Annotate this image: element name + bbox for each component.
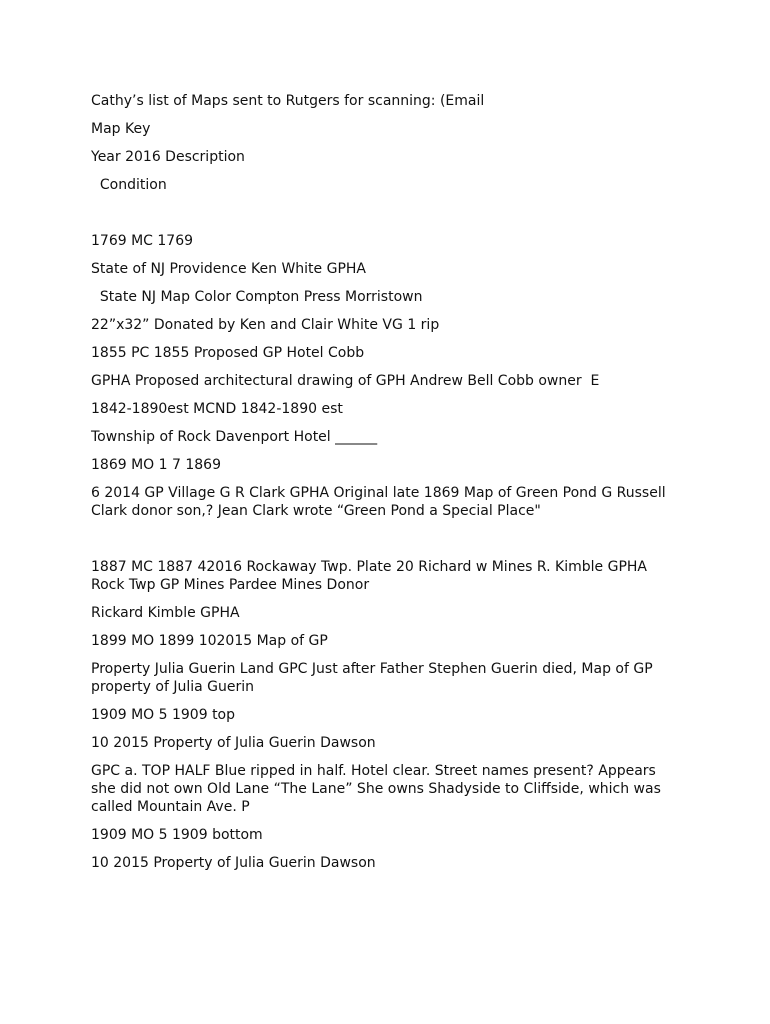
text-line: 6 2014 GP Village G R Clark GPHA Original late 1869 Map of Green Pond G Russell Clark donor son,? Jean Clark wrote “Green Pond a Special Place" [91,485,671,519]
blank-line [91,204,671,222]
text-line: 1909 MO 5 1909 bottom [91,827,263,843]
text-line: State of NJ Providence Ken White GPHA [91,261,366,277]
text-line: State NJ Map Color Compton Press Morristown [91,289,423,305]
text-line: 1887 MC 1887 42016 Rockaway Twp. Plate 20 Richard w Mines R. Kimble GPHA Rock Twp GP Mines Pardee Mines Donor [91,559,652,593]
text-line: 10 2015 Property of Julia Guerin Dawson [91,735,376,751]
text-line: 22”x32” Donated by Ken and Clair White VG 1 rip [91,317,440,333]
text-line: 1842-1890est MCND 1842-1890 est [91,401,343,417]
document-body [91,92,671,882]
text-line: 1769 MC 1769 [91,233,194,249]
text-line: GPHA Proposed architectural drawing of GPH Andrew Bell Cobb owner E [91,373,600,389]
text-line: Property Julia Guerin Land GPC Just after Father Stephen Guerin died, Map of GP property of Julia Guerin [91,661,658,695]
text-line: Condition [91,177,167,193]
blank-line [91,530,671,548]
text-line: Year 2016 Description [91,149,245,165]
text-line: Rickard Kimble GPHA [91,605,240,621]
text-line: 1909 MO 5 1909 top [91,707,236,723]
text-line: 1899 MO 1899 102015 Map of GP [91,633,328,649]
text-line: 1869 MO 1 7 1869 [91,457,221,473]
text-line: GPC a. TOP HALF Blue ripped in half. Hotel clear. Street names present? Appears she did not own Old Lane “The Lane” She owns Shadyside to Cliffside, which was called Mountain Ave. P [91,763,666,815]
text-line: 10 2015 Property of Julia Guerin Dawson [91,855,376,871]
text-line: Map Key [91,121,151,137]
text-line: Township of Rock Davenport Hotel ______ [91,429,378,445]
document-heading: Cathy’s list of Maps sent to Rutgers for scanning: (Email [91,93,485,109]
text-line: 1855 PC 1855 Proposed GP Hotel Cobb [91,345,365,361]
